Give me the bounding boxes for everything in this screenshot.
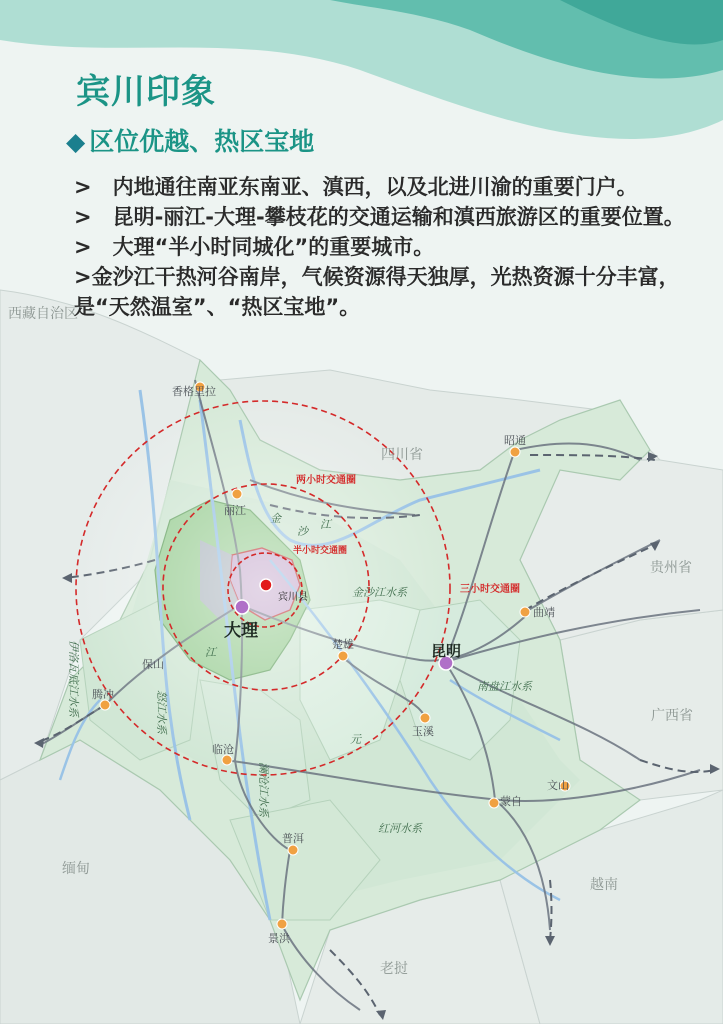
section-subtitle bbox=[66, 122, 314, 158]
dot-qujing bbox=[520, 607, 530, 617]
label-nujiang: 怒江水系 bbox=[155, 690, 168, 734]
bullet-item: >金沙江干热河谷南岸，气候资源得天独厚，光热资源十分丰富，是“天然温室”、“热区宝地”。 bbox=[74, 265, 680, 319]
dot-jinghong bbox=[277, 919, 287, 929]
label-baoshan: 保山 bbox=[142, 658, 164, 671]
dot-puer bbox=[288, 845, 298, 855]
label-chuxiong: 楚雄 bbox=[332, 638, 354, 651]
dot-mengzi bbox=[489, 798, 499, 808]
bullet-item: > 大理“半小时同城化”的重要城市。 bbox=[74, 235, 435, 259]
dot-chuxiong bbox=[338, 651, 348, 661]
dot-zhaotong bbox=[510, 447, 520, 457]
label-lancang: 澜沧江水系 bbox=[257, 762, 270, 817]
label-myanmar: 缅甸 bbox=[62, 861, 90, 877]
bullet-list bbox=[74, 172, 694, 322]
subtitle-text: 区位优越、热区宝地 bbox=[89, 127, 315, 156]
label-laos: 老挝 bbox=[380, 961, 408, 977]
label-qujing: 曲靖 bbox=[533, 606, 555, 619]
label-lijiang: 丽江 bbox=[224, 504, 246, 517]
dot-yuxi bbox=[420, 713, 430, 723]
dot-dali bbox=[235, 600, 249, 614]
label-lincang: 临沧 bbox=[212, 743, 234, 756]
bullet-item: > 内地通往南亚东南亚、滇西，以及北进川渝的重要门户。 bbox=[74, 175, 638, 199]
label-guangxi: 广西省 bbox=[651, 708, 693, 724]
label-xianggelila: 香格里拉 bbox=[172, 385, 216, 398]
label-sichuan: 四川省 bbox=[381, 447, 423, 463]
page-title: 宾川印象 bbox=[76, 72, 216, 112]
label-jinsha-water: 金沙江水系 bbox=[352, 586, 407, 599]
label-jiang: 江 bbox=[205, 646, 216, 659]
ring-label-three-hour: 三小时交通圈 bbox=[460, 584, 520, 595]
label-yuxi: 玉溪 bbox=[412, 725, 434, 738]
label-vietnam: 越南 bbox=[590, 877, 618, 893]
ring-label-two-hour: 两小时交通圈 bbox=[296, 475, 356, 486]
label-binchuan: 宾川县 bbox=[278, 592, 308, 603]
bullet-item: > 昆明-丽江-大理-攀枝花的交通运输和滇西旅游区的重要位置。 bbox=[74, 205, 685, 229]
label-puer: 普洱 bbox=[282, 832, 304, 845]
diamond-icon: ◆ bbox=[66, 127, 86, 156]
label-nanpan: 南盘江水系 bbox=[477, 680, 532, 693]
label-wenshan: 文山 bbox=[547, 779, 569, 792]
label-jinghong: 景洪 bbox=[268, 932, 290, 945]
label-jinsha-2: 沙 bbox=[297, 525, 308, 538]
label-kunming: 昆明 bbox=[431, 642, 462, 660]
label-zhaotong: 昭通 bbox=[504, 434, 526, 447]
dot-lincang bbox=[222, 755, 232, 765]
label-guizhou: 贵州省 bbox=[650, 560, 692, 576]
dot-baoshan bbox=[100, 700, 110, 710]
label-xizang: 西藏自治区 bbox=[8, 306, 78, 322]
label-mengzi: 蒙自 bbox=[500, 795, 522, 808]
label-tengchong: 腾冲 bbox=[92, 688, 114, 701]
ring-label-half-hour: 半小时交通圈 bbox=[293, 546, 348, 556]
label-honghe: 红河水系 bbox=[378, 822, 422, 835]
label-yingjiang: 伊洛瓦底江水系 bbox=[67, 640, 80, 717]
label-dali: 大理 bbox=[224, 621, 258, 641]
dot-lijiang bbox=[232, 489, 242, 499]
dot-binchuan bbox=[260, 579, 272, 591]
label-yuan: 元 bbox=[350, 733, 361, 746]
label-jinsha-1: 金 bbox=[270, 512, 281, 525]
label-jinsha-3: 江 bbox=[320, 518, 331, 531]
